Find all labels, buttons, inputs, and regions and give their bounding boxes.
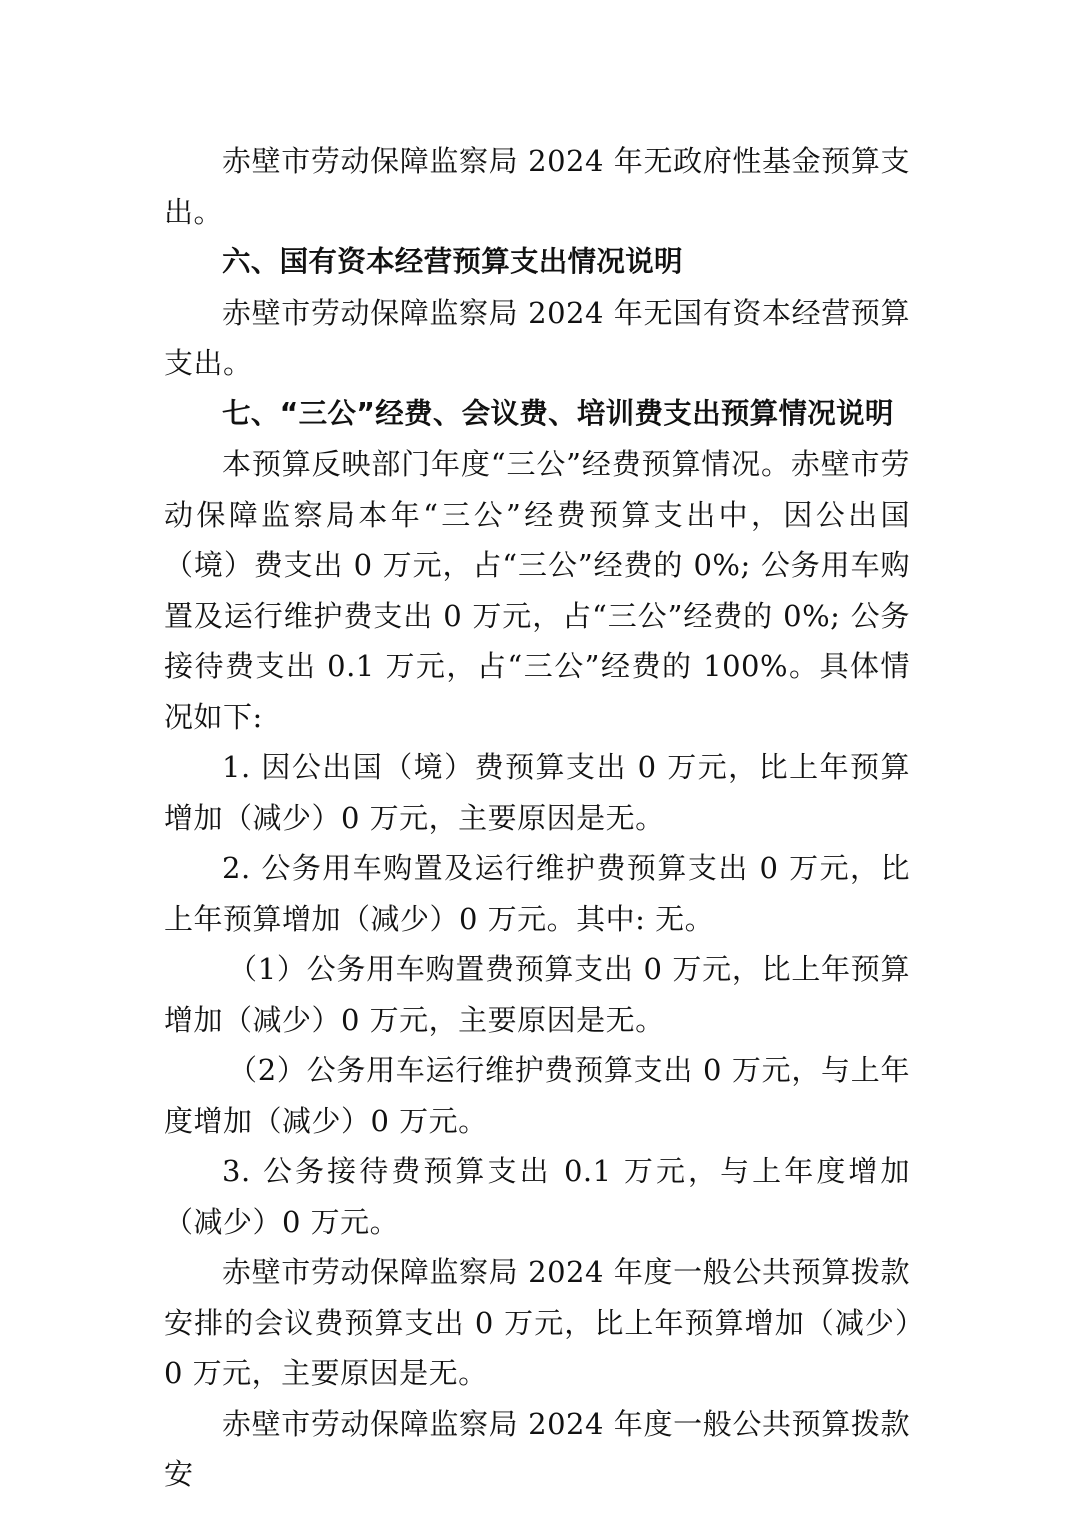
list-item-3: 3. 公务接待费预算支出 0.1 万元，与上年度增加（减少）0 万元。 (164, 1154, 910, 1239)
document-page (164, 136, 910, 1500)
paragraph-government-fund: 赤壁市劳动保障监察局 2024 年无政府性基金预算支出。 (164, 144, 910, 229)
paragraph-three-public-summary: 本预算反映部门年度“三公”经费预算情况。赤壁市劳动保障监察局本年“三公”经费预算支出中，因公出国（境）费支出 0 万元，占“三公”经费的 0%; 公务用车购置及运行维护费支出 0 万元，占“三公”经费的 0%; 公务接待费支出 0.1 万元，占“三公”经费的 100%。具体情况如下: (164, 447, 910, 734)
paragraph-state-capital: 赤壁市劳动保障监察局 2024 年无国有资本经营预算支出。 (164, 295, 910, 380)
section-heading-6: 六、国有资本经营预算支出情况说明 (222, 245, 683, 278)
list-item-2-1: （1）公务用车购置费预算支出 0 万元，比上年预算增加（减少）0 万元，主要原因是无。 (164, 952, 910, 1037)
paragraph-training-fee-start: 赤壁市劳动保障监察局 2024 年度一般公共预算拨款安 (164, 1406, 910, 1491)
list-item-2-2: （2）公务用车运行维护费预算支出 0 万元，与上年度增加（减少）0 万元。 (164, 1053, 910, 1138)
list-item-1: 1. 因公出国（境）费预算支出 0 万元，比上年预算增加（减少）0 万元，主要原因是无。 (164, 750, 910, 835)
list-item-2: 2. 公务用车购置及运行维护费预算支出 0 万元，比上年预算增加（减少）0 万元。其中: 无。 (164, 851, 910, 936)
paragraph-meeting-fee: 赤壁市劳动保障监察局 2024 年度一般公共预算拨款安排的会议费预算支出 0 万元，比上年预算增加（减少）0 万元，主要原因是无。 (164, 1255, 910, 1390)
section-heading-7: 七、“三公”经费、会议费、培训费支出预算情况说明 (222, 396, 894, 430)
